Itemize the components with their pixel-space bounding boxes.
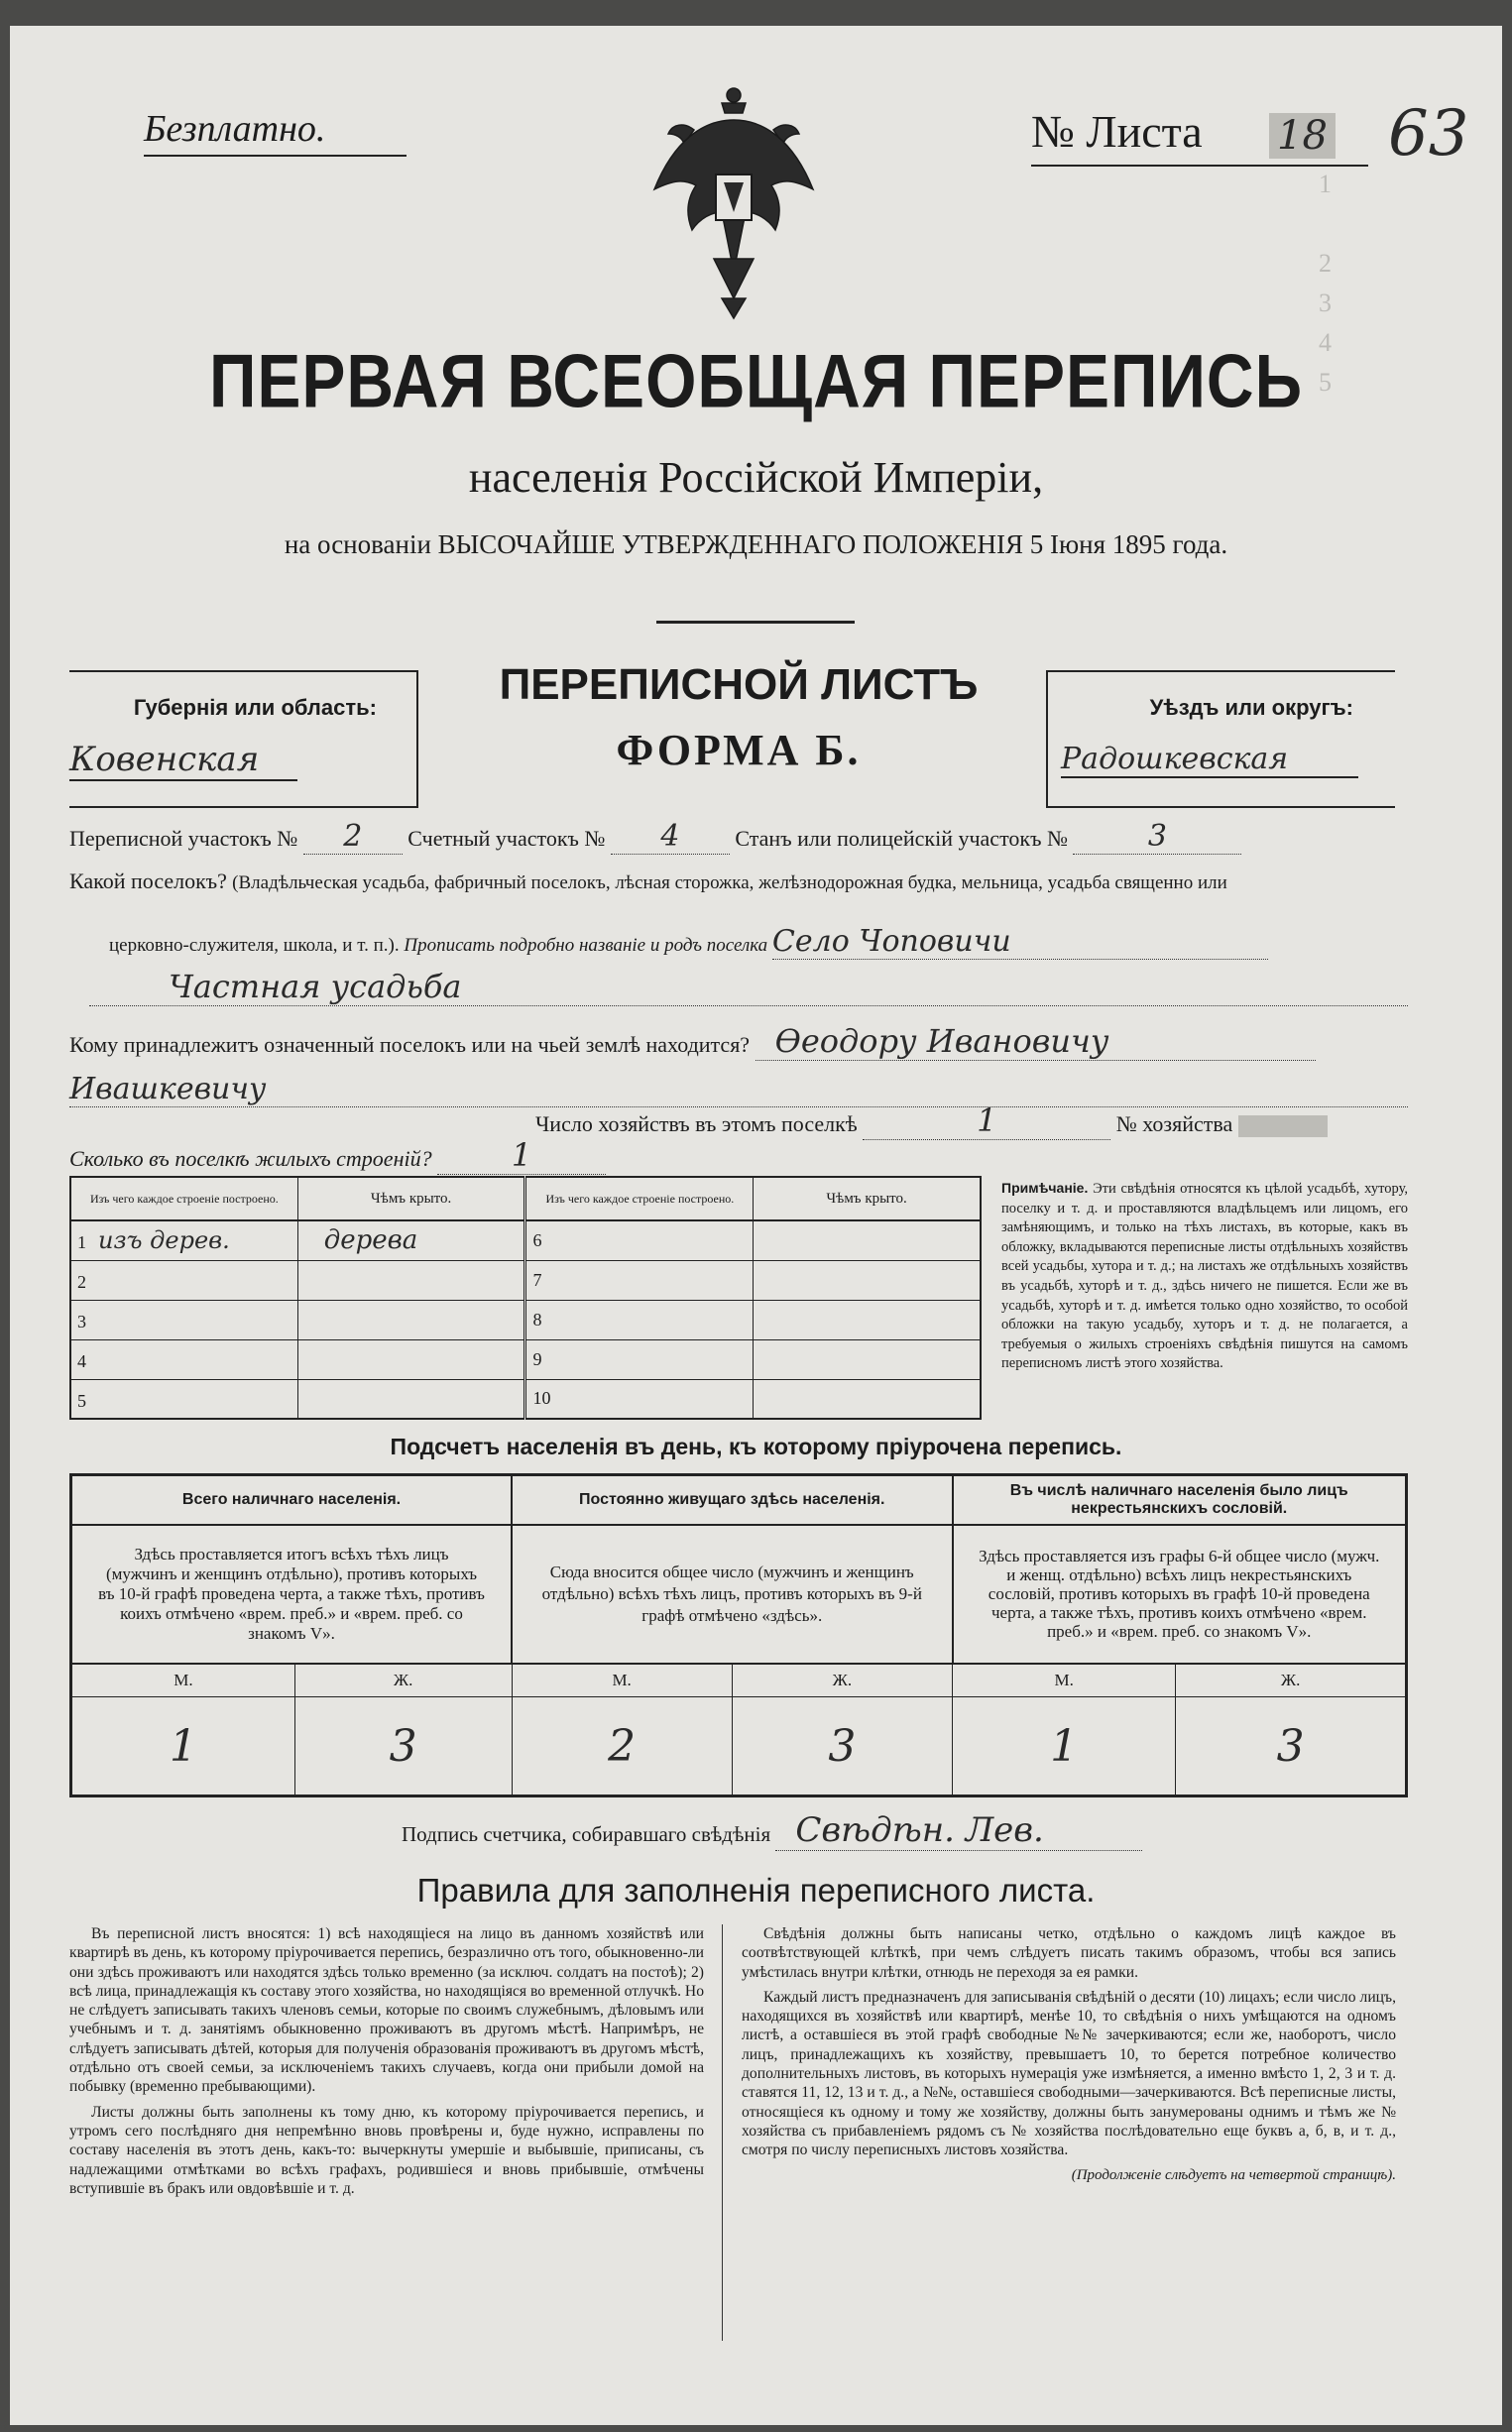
households-value: 1 bbox=[863, 1101, 1110, 1140]
margin-number: 63 bbox=[1388, 97, 1469, 171]
province-value: Ковенская bbox=[69, 740, 297, 781]
col-roof-right: Чѣмъ крыто. bbox=[754, 1177, 981, 1220]
col3-text: Здѣсь проставляется изъ графы 6-й общее число (мужч. и женщ. отдѣльно) всѣхъ лицъ некрестьянскихъ сословій, противъ которыхъ въ графѣ 10-й проведена черта, а также тѣхъ, противъ коихъ отмѣчено «врем. преб.» и «врем. преб. со знакомъ V». bbox=[953, 1525, 1407, 1664]
settlement-row-2 bbox=[109, 924, 1268, 960]
building-material bbox=[70, 1260, 297, 1300]
building-number: 6 bbox=[532, 1229, 542, 1250]
form-title: ПЕРЕПИСНОЙ ЛИСТЪ bbox=[499, 660, 979, 709]
buildings-table bbox=[69, 1176, 982, 1420]
owner-row bbox=[69, 1022, 1316, 1061]
total-female: 3 bbox=[294, 1697, 512, 1796]
building-roof bbox=[754, 1260, 981, 1300]
total-male: 1 bbox=[71, 1697, 295, 1796]
free-label: Безплатно. bbox=[144, 108, 326, 150]
building-material bbox=[525, 1379, 754, 1419]
divider bbox=[656, 621, 855, 624]
building-number: 2 bbox=[77, 1272, 86, 1292]
building-row bbox=[70, 1300, 981, 1339]
rules-right-p1: Свѣдѣнія должны быть написаны четко, отдѣльно о каждомъ лицѣ каждое въ соотвѣтствующей клѣткѣ, при чемъ слѣдуетъ писать такимъ образомъ, чтобы вся запись умѣстилась внутри клѣтки, отнюдь не переходя за ея рамки. bbox=[742, 1925, 1396, 1981]
owner-value: Өеодору Ивановичу bbox=[756, 1022, 1316, 1061]
bleed-through: 1 2 3 4 5 bbox=[1319, 170, 1332, 397]
buildings-row bbox=[69, 1136, 606, 1175]
f-header-1: Ж. bbox=[294, 1664, 512, 1697]
col-material-left: Изъ чего каждое строеніе построено. bbox=[70, 1177, 297, 1220]
note-text: Эти свѣдѣнія относятся къ цѣлой усадьбѣ, хутору, поселку и т. д. и проставляются владѣльцемъ или лицомъ, его замѣняющимъ, и только на тѣхъ листахъ, въ которые, какъ въ обложку, вкладываются переписные листы отдѣльныхъ хозяйствъ всей усадьбы, хутора и т. д.; на листахъ же отдѣльныхъ хозяйствъ въ усадьбѣ, хуторѣ и т. д., здѣсь ничего не пишется. Если же въ усадьбѣ, хуторѣ и т. д. имѣется только одно хозяйство, то особой обложки на такую усадьбу, хуторъ и т. д. не полагается, а требуемыя о жилыхъ строеніяхъ свѣдѣнія пишутся на самомъ переписномъ листѣ этого хозяйства. bbox=[1001, 1181, 1409, 1372]
census-sheet bbox=[10, 26, 1502, 2425]
building-material-value: изъ дерев. bbox=[98, 1226, 230, 1255]
settlement-value-2: Частная усадьба bbox=[89, 968, 1408, 1006]
building-roof bbox=[754, 1300, 981, 1339]
province-label: Губернія или область: bbox=[133, 695, 377, 720]
building-number: 9 bbox=[532, 1348, 542, 1369]
buildings-label: Сколько въ поселкѣ жилыхъ строеній? bbox=[69, 1146, 432, 1171]
census-section-value: 2 bbox=[303, 819, 403, 855]
sheet-number-value: 18 bbox=[1269, 113, 1336, 159]
imperial-eagle-icon bbox=[644, 85, 823, 328]
building-roof bbox=[754, 1339, 981, 1379]
building-material bbox=[525, 1300, 754, 1339]
free-underline bbox=[144, 155, 407, 157]
district-value: Радошкевская bbox=[1061, 742, 1358, 778]
building-number: 7 bbox=[532, 1269, 542, 1290]
building-roof-value: дерева bbox=[323, 1225, 418, 1256]
signature-label: Подпись счетчика, собиравшаго свѣдѣнія bbox=[402, 1822, 771, 1846]
building-material bbox=[70, 1300, 297, 1339]
building-row bbox=[70, 1339, 981, 1379]
rules-right-column bbox=[742, 1924, 1396, 2185]
census-section-label: Переписной участокъ № bbox=[69, 826, 298, 851]
rules-column-divider bbox=[722, 1924, 723, 2341]
signature-value: Свѣдѣн. Лев. bbox=[775, 1810, 1142, 1851]
settlement-note-2: церковно-служителя, школа, и т. п.). bbox=[109, 935, 400, 956]
building-roof bbox=[754, 1379, 981, 1419]
building-material bbox=[525, 1339, 754, 1379]
permanent-female: 3 bbox=[732, 1697, 952, 1796]
rules-left-column bbox=[69, 1924, 704, 2204]
m-header-3: М. bbox=[953, 1664, 1176, 1697]
district-box bbox=[1046, 670, 1395, 808]
nonpeasant-female: 3 bbox=[1176, 1697, 1407, 1796]
nonpeasant-male: 1 bbox=[953, 1697, 1176, 1796]
building-row bbox=[70, 1379, 981, 1419]
count-section-value: 4 bbox=[611, 819, 730, 855]
building-roof bbox=[297, 1260, 525, 1300]
building-material bbox=[525, 1220, 754, 1260]
buildings-value: 1 bbox=[437, 1136, 606, 1175]
owner-value-2: Ивашкевичу bbox=[69, 1072, 1408, 1107]
building-number: 1 bbox=[77, 1232, 86, 1253]
district-label: Уѣздъ или округъ: bbox=[1149, 695, 1353, 720]
building-material bbox=[525, 1260, 754, 1300]
subtitle: населенія Россійской Имперіи, bbox=[468, 453, 1044, 502]
households-label: Число хозяйствъ въ этомъ поселкѣ bbox=[535, 1111, 858, 1136]
station-label: Станъ или полицейскій участокъ № bbox=[735, 826, 1068, 851]
col3-title: Въ числѣ наличнаго населенія было лицъ некрестьянскихъ сословій. bbox=[953, 1475, 1407, 1525]
building-material bbox=[70, 1379, 297, 1419]
note-block bbox=[1001, 1179, 1408, 1374]
household-no-value bbox=[1238, 1115, 1328, 1137]
permanent-male: 2 bbox=[512, 1697, 732, 1796]
building-roof bbox=[297, 1220, 525, 1260]
sheet-number-underline bbox=[1031, 165, 1368, 167]
building-material bbox=[70, 1220, 297, 1260]
building-number: 5 bbox=[77, 1390, 86, 1411]
station-value: 3 bbox=[1073, 819, 1241, 855]
col2-title: Постоянно живущаго здѣсь населенія. bbox=[512, 1475, 953, 1525]
building-row bbox=[70, 1260, 981, 1300]
rules-title: Правила для заполненія переписного листа. bbox=[416, 1872, 1096, 1909]
col-material-right: Изъ чего каждое строеніе построено. bbox=[525, 1177, 754, 1220]
households-row bbox=[535, 1101, 1328, 1140]
building-row bbox=[70, 1220, 981, 1260]
census-section-row bbox=[69, 819, 1241, 855]
settlement-row bbox=[69, 869, 1227, 894]
building-number: 3 bbox=[77, 1312, 86, 1332]
building-number: 10 bbox=[532, 1388, 551, 1409]
population-heading: Подсчетъ населенія въ день, къ которому пріурочена перепись. bbox=[390, 1434, 1122, 1459]
rules-left-p1: Въ переписной листъ вносятся: 1) всѣ находящіеся на лицо въ данномъ хозяйствѣ или квартирѣ въ день, къ которому пріурочивается перепись, безразлично отъ того, обыкновенно-ли они здѣсь проживаютъ или находятся здѣсь только временно (за исключ. солдатъ на постоѣ); 2) всѣ лица, принадлежащія къ составу этого хозяйства, но находящіяся во временной отлучкѣ. Но не слѣдуетъ записывать такихъ членовъ семьи, которые по своимъ служебнымъ, дѣловымъ или учебнымъ и т. д. занятіямъ обыкновенно проживаютъ въ другомъ мѣстѣ. Напримѣръ, не слѣдуетъ записывать дѣтей, которыя для полученія образованія проживаютъ въ другомъ мѣстѣ, отдѣльно отъ своей семьи, за исключеніемъ такихъ случаевъ, когда они прибыли домой на побывку (временно пребывающими). bbox=[69, 1925, 704, 2096]
building-roof bbox=[297, 1300, 525, 1339]
m-header-1: М. bbox=[71, 1664, 295, 1697]
owner-label: Кому принадлежитъ означенный поселокъ или на чьей землѣ находится? bbox=[69, 1032, 751, 1057]
m-header-2: М. bbox=[512, 1664, 732, 1697]
settlement-instruction: Прописать подробно названіе и родъ поселка bbox=[404, 935, 768, 956]
signature-row bbox=[402, 1810, 1142, 1851]
sheet-number-label: № Листа bbox=[1031, 106, 1203, 157]
building-roof bbox=[297, 1379, 525, 1419]
f-header-3: Ж. bbox=[1176, 1664, 1407, 1697]
building-roof bbox=[297, 1339, 525, 1379]
household-no-label: № хозяйства bbox=[1115, 1111, 1233, 1136]
col1-title: Всего наличнаго населенія. bbox=[71, 1475, 513, 1525]
building-material bbox=[70, 1339, 297, 1379]
col-roof-left: Чѣмъ крыто. bbox=[297, 1177, 525, 1220]
f-header-2: Ж. bbox=[732, 1664, 952, 1697]
form-name: ФОРМА Б. bbox=[616, 726, 862, 774]
settlement-value: Село Чоповичи bbox=[772, 924, 1268, 960]
basis-line: на основаніи ВЫСОЧАЙШЕ УТВЕРЖДЕННАГО ПОЛОЖЕНІЯ 5 Іюня 1895 года. bbox=[284, 529, 1228, 559]
building-roof bbox=[754, 1220, 981, 1260]
building-number: 4 bbox=[77, 1351, 86, 1371]
col2-text: Сюда вносится общее число (мужчинъ и женщинъ отдѣльно) всѣхъ тѣхъ лицъ, противъ которыхъ въ 9-й графѣ отмѣчено «здѣсь». bbox=[512, 1525, 953, 1664]
rules-continued: (Продолженіе слѣдуетъ на четвертой страницѣ). bbox=[1071, 2166, 1396, 2183]
note-label: Примѣчаніе. bbox=[1001, 1180, 1089, 1196]
building-number: 8 bbox=[532, 1309, 542, 1330]
settlement-label: Какой поселокъ? bbox=[69, 869, 227, 893]
rules-right-p2: Каждый листъ предназначенъ для записыванія свѣдѣній о десяти (10) лицахъ; если число лицъ, находящихся въ хозяйствѣ или квартирѣ, менѣе 10, то свѣдѣнія о нихъ умѣщаются на одномъ листѣ, а оставшіеся въ этой графѣ свободные №№ зачеркиваются; если же, наоборотъ, число лицъ, принадлежащихъ къ хозяйству, превышаетъ 10, то берется потребное количество дополнительныхъ листовъ, въ которыхъ нумерація уже измѣняется, а именно вмѣсто 1, 2, 3 и т. д. ставятся 11, 12, 13 и т. д., а №№, оставшіеся свободными—зачеркиваются. Всѣ переписные листы, относящіеся къ одному и тому же хозяйству, должны быть занумерованы однимъ и тѣмъ же № хозяйства съ прибавленіемъ рядомъ съ № хозяйства послѣдовательно еще буквъ а, б, в, и т. д., смотря по числу переписныхъ листовъ хозяйства. bbox=[742, 1988, 1396, 2159]
count-section-label: Счетный участокъ № bbox=[407, 826, 606, 851]
settlement-note: (Владѣльческая усадьба, фабричный поселокъ, лѣсная сторожка, желѣзнодорожная будка, мельница, усадьба священно или bbox=[232, 872, 1227, 893]
population-table bbox=[69, 1473, 1408, 1797]
main-title: ПЕРВАЯ ВСЕОБЩАЯ ПЕРЕПИСЬ bbox=[208, 338, 1304, 423]
rules-left-p2: Листы должны быть заполнены къ тому дню, къ которому пріурочивается перепись, и утромъ сего послѣдняго дня непремѣнно вновь провѣрены и, буде нужно, исправлены по составу населенія въ этотъ день, какъ-то: вычеркнуты умершіе и выбывшіе, приписаны, съ надлежащими отмѣтками во всѣхъ графахъ, родившіеся и вновь прибывшіе, отмѣчены вступившіе въ бракъ или овдовѣвшіе и т. д. bbox=[69, 2103, 704, 2197]
col1-text: Здѣсь проставляется итогъ всѣхъ тѣхъ лицъ (мужчинъ и женщинъ отдѣльно), противъ которыхъ въ 10-й графѣ проведена черта, а также тѣхъ, противъ коихъ отмѣчено «врем. преб.» и «врем. преб. со знакомъ V». bbox=[71, 1525, 513, 1664]
